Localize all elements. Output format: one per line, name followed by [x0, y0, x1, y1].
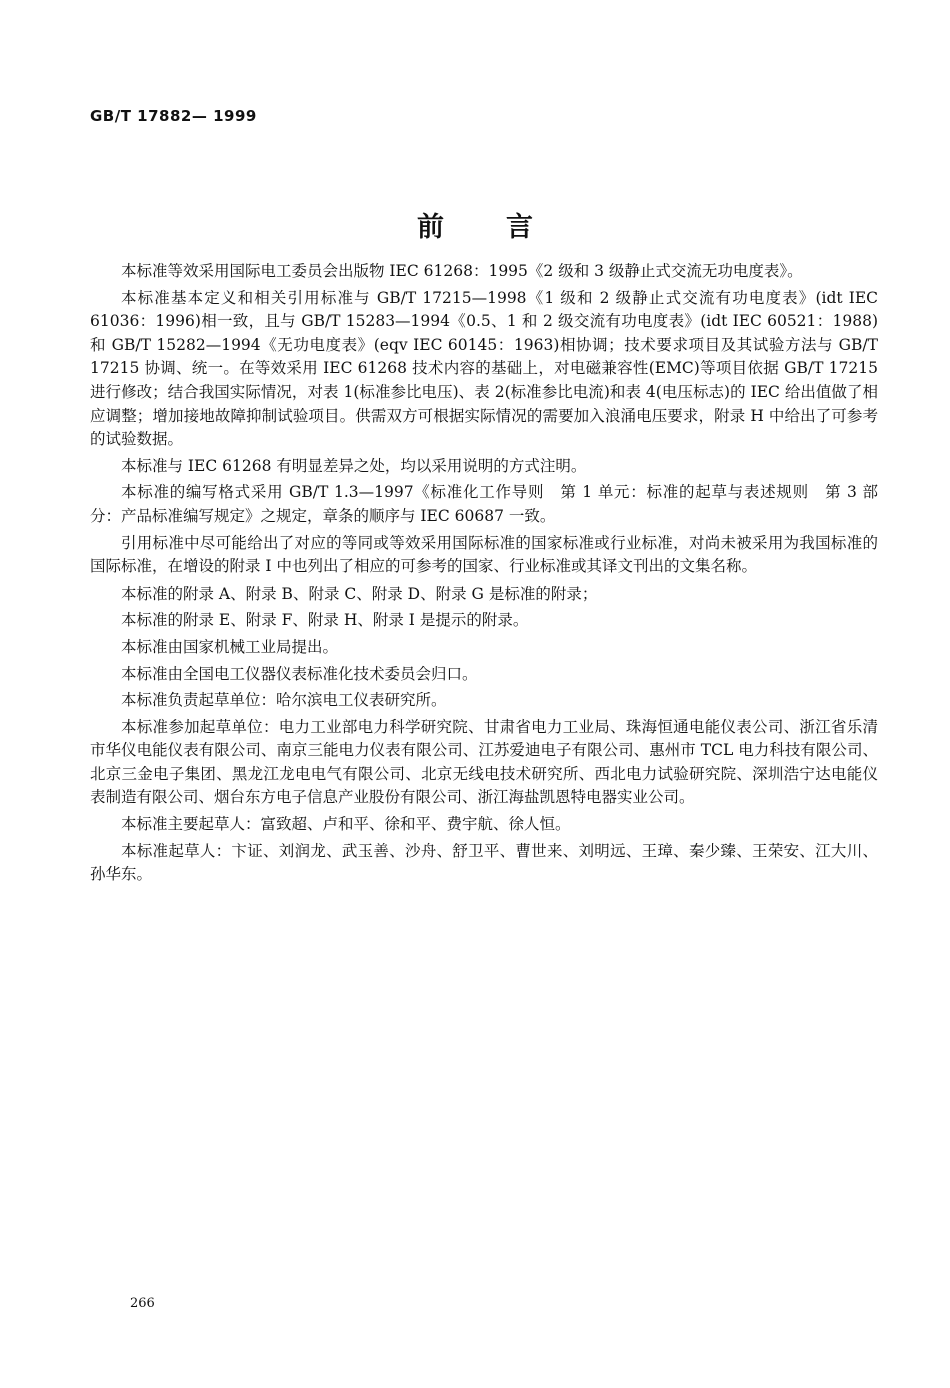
paragraph-references: 本标准基本定义和相关引用标准与 GB/T 17215—1998《1 级和 2 级静止式交流有功电度表》(idt IEC 61036：1996)相一致，且与 GB/T 15283—1994《0.5、1 和 2 级交流有功电度表》(idt IEC 60521：1988)和 GB/T 15282—1994《无功电度表》(eqv IEC 60145：1963)相协调；技术要求项目及其试验方法与 GB/T 17215 协调、统一。在等效采用 IEC 61268 技术内容的基础上，对电磁兼容性(EMC)等项目依据 GB/T 17215 进行修改；结合我国实际情况，对表 1(标准参比电压)、表 2(标准参比电流)和表 4(电压标志)的 IEC 给出值做了相应调整；增加接地故障抑制试验项目。供需双方可根据实际情况的需要加入浪涌电压要求，附录 H 中给出了可参考的试验数据。: [90, 288, 883, 449]
paragraph-centralized-by: 本标准由全国电工仪器仪表标准化技术委员会归口。: [121, 664, 478, 683]
foreword-body: [90, 260, 883, 887]
paragraph-main-drafters: 本标准主要起草人：富致超、卢和平、徐和平、费宇航、徐人恒。: [121, 815, 571, 834]
paragraph-participating-units: 本标准参加起草单位：电力工业部电力科学研究院、甘肃省电力工业局、珠海恒通电能仪表公司、浙江省乐清市华仪电能仪表有限公司、南京三能电力仪表有限公司、江苏爱迪电子有限公司、惠州市 TCL 电力科技有限公司、北京三金电子集团、黑龙江龙电电气有限公司、北京无线电技术研究所、西北电力试验研究院、深圳浩宁达电能仪表制造有限公司、烟台东方电子信息产业股份有限公司、浙江海盐凯恩特电器实业公司。: [90, 717, 878, 807]
paragraph-informative-annexes: 本标准的附录 E、附录 F、附录 H、附录 I 是提示的附录。: [121, 611, 529, 630]
paragraph-adoption: 本标准等效采用国际电工委员会出版物 IEC 61268：1995《2 级和 3 级静止式交流无功电度表》。: [121, 262, 803, 280]
paragraph-drafters: 本标准起草人：卞证、刘润龙、武玉善、沙舟、舒卫平、曹世来、刘明远、王璋、秦少臻、王荣安、江大川、孙华东。: [90, 841, 878, 884]
page-title: 前言: [417, 212, 595, 243]
paragraph-normative-annexes: 本标准的附录 A、附录 B、附录 C、附录 D、附录 G 是标准的附录；: [121, 584, 598, 603]
paragraph-drafting-unit: 本标准负责起草单位：哈尔滨电工仪表研究所。: [121, 691, 447, 710]
paragraph-differences: 本标准与 IEC 61268 有明显差异之处，均以采用说明的方式注明。: [121, 456, 587, 475]
paragraph-proposed-by: 本标准由国家机械工业局提出。: [121, 637, 339, 656]
page-number: 266: [130, 1296, 155, 1311]
paragraph-format: 本标准的编写格式采用 GB/T 1.3—1997《标准化工作导则 第 1 单元：标准的起草与表述规则 第 3 部分：产品标准编写规定》之规定，章条的顺序与 IEC 60687 一致。: [90, 483, 878, 525]
paragraph-cited-standards: 引用标准中尽可能给出了对应的等同或等效采用国际标准的国家标准或行业标准，对尚未被采用为我国标准的国际标准，在增设的附录 I 中也列出了相应的可参考的国家、行业标准或其译文刊出的文集名称。: [90, 533, 878, 576]
standard-code: GB/T 17882— 1999: [90, 107, 257, 125]
